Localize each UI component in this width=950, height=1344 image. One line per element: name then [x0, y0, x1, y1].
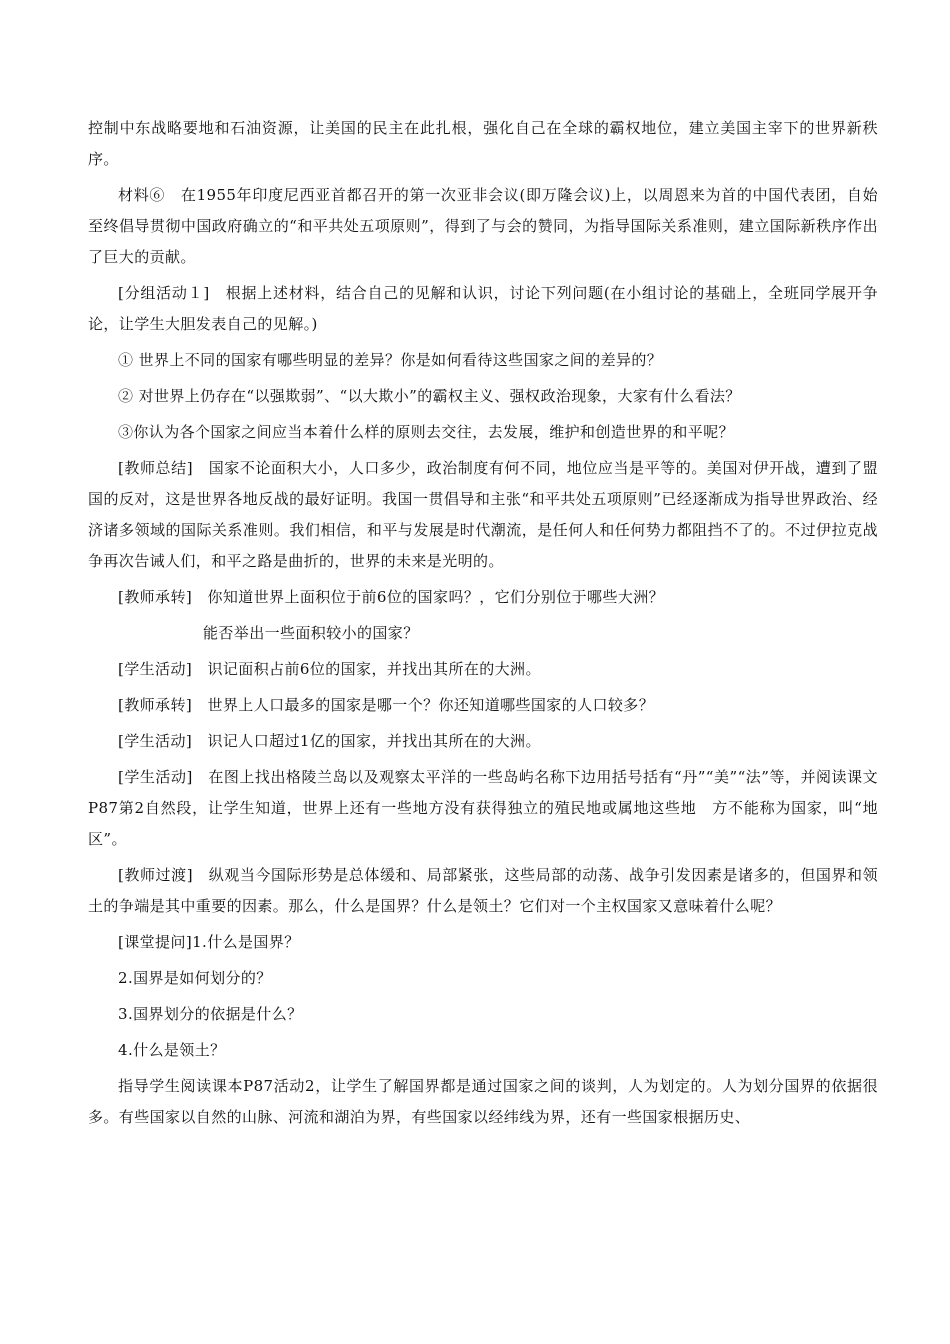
paragraph-small-countries: 能否举出一些面积较小的国家？ — [203, 624, 419, 642]
paragraph-group-activity: [分组活动１] 根据上述材料，结合自己的见解和认识，讨论下列问题(在小组讨论的基础上，全班同学展开争论，让学生大胆发表自己的见解。) — [88, 284, 878, 333]
paragraph-teacher-summary: [教师总结] 国家不论面积大小，人口多少，政治制度有何不同，地位应当是平等的。美国对伊开战，遭到了盟国的反对，这是世界各地反战的最好证明。我国一贯倡导和主张“和平共处五项原则”已经逐渐成为指导世界政治、经济诸多领域的国际关系准则。我们相信，和平与发展是时代潮流，是任何人和任何势力都阻挡不了的。不过伊拉克战争再次告诫人们，和平之路是曲折的，世界的未来是光明的。 — [88, 459, 878, 570]
paragraph-student-activity-population: [学生活动] 识记人口超过1亿的国家，并找出其所在的大洲。 — [118, 732, 541, 750]
question-2: ② 对世界上仍存在“以强欺弱”、“以大欺小”的霸权主义、强权政治现象，大家有什么看法？ — [118, 387, 741, 405]
document-body — [88, 113, 878, 1138]
class-question-1: [课堂提问]1.什么是国界？ — [118, 933, 300, 951]
paragraph-continuation: 控制中东战略要地和石油资源，让美国的民主在此扎根，强化自己在全球的霸权地位，建立美国主宰下的世界新秩序。 — [88, 119, 878, 168]
paragraph-student-activity-regions: [学生活动] 在图上找出格陵兰岛以及观察太平洋的一些岛屿名称下边用括号括有“丹”“美”“法”等，并阅读课文P87第2自然段，让学生知道，世界上还有一些地方没有获得独立的殖民地或属地这些地 方不能称为国家，叫“地区”。 — [88, 768, 878, 848]
paragraph-teacher-transition-population: [教师承转] 世界上人口最多的国家是哪一个？你还知道哪些国家的人口较多？ — [118, 696, 655, 714]
paragraph-guided-reading: 指导学生阅读课本P87活动2，让学生了解国界都是通过国家之间的谈判，人为划定的。人为划分国界的依据很多。有些国家以自然的山脉、河流和湖泊为界，有些国家以经纬线为界，还有一些国家根据历史、 — [88, 1077, 878, 1126]
paragraph-student-activity-area: [学生活动] 识记面积占前6位的国家，并找出其所在的大洲。 — [118, 660, 541, 678]
class-question-4: 4.什么是领土？ — [118, 1041, 226, 1059]
question-3: ③你认为各个国家之间应当本着什么样的原则去交往，去发展，维护和创造世界的和平呢？ — [118, 423, 735, 441]
class-question-3: 3.国界划分的依据是什么？ — [118, 1005, 303, 1023]
class-question-2: 2.国界是如何划分的？ — [118, 969, 272, 987]
paragraph-teacher-transition-area: [教师承转] 你知道世界上面积位于前6位的国家吗？，它们分别位于哪些大洲？ — [118, 588, 665, 606]
paragraph-material-6: 材料⑥ 在1955年印度尼西亚首都召开的第一次亚非会议(即万隆会议)上，以周恩来为首的中国代表团，自始至终倡导贯彻中国政府确立的“和平共处五项原则”，得到了与会的赞同，为指导国际关系准则，建立国际新秩序作出了巨大的贡献。 — [88, 186, 878, 266]
question-1: ① 世界上不同的国家有哪些明显的差异？你是如何看待这些国家之间的差异的？ — [118, 351, 663, 369]
paragraph-teacher-bridge: [教师过渡] 纵观当今国际形势是总体缓和、局部紧张，这些局部的动荡、战争引发因素是诸多的，但国界和领土的争端是其中重要的因素。那么，什么是国界？什么是领土？它们对一个主权国家又意味着什么呢？ — [88, 866, 878, 915]
